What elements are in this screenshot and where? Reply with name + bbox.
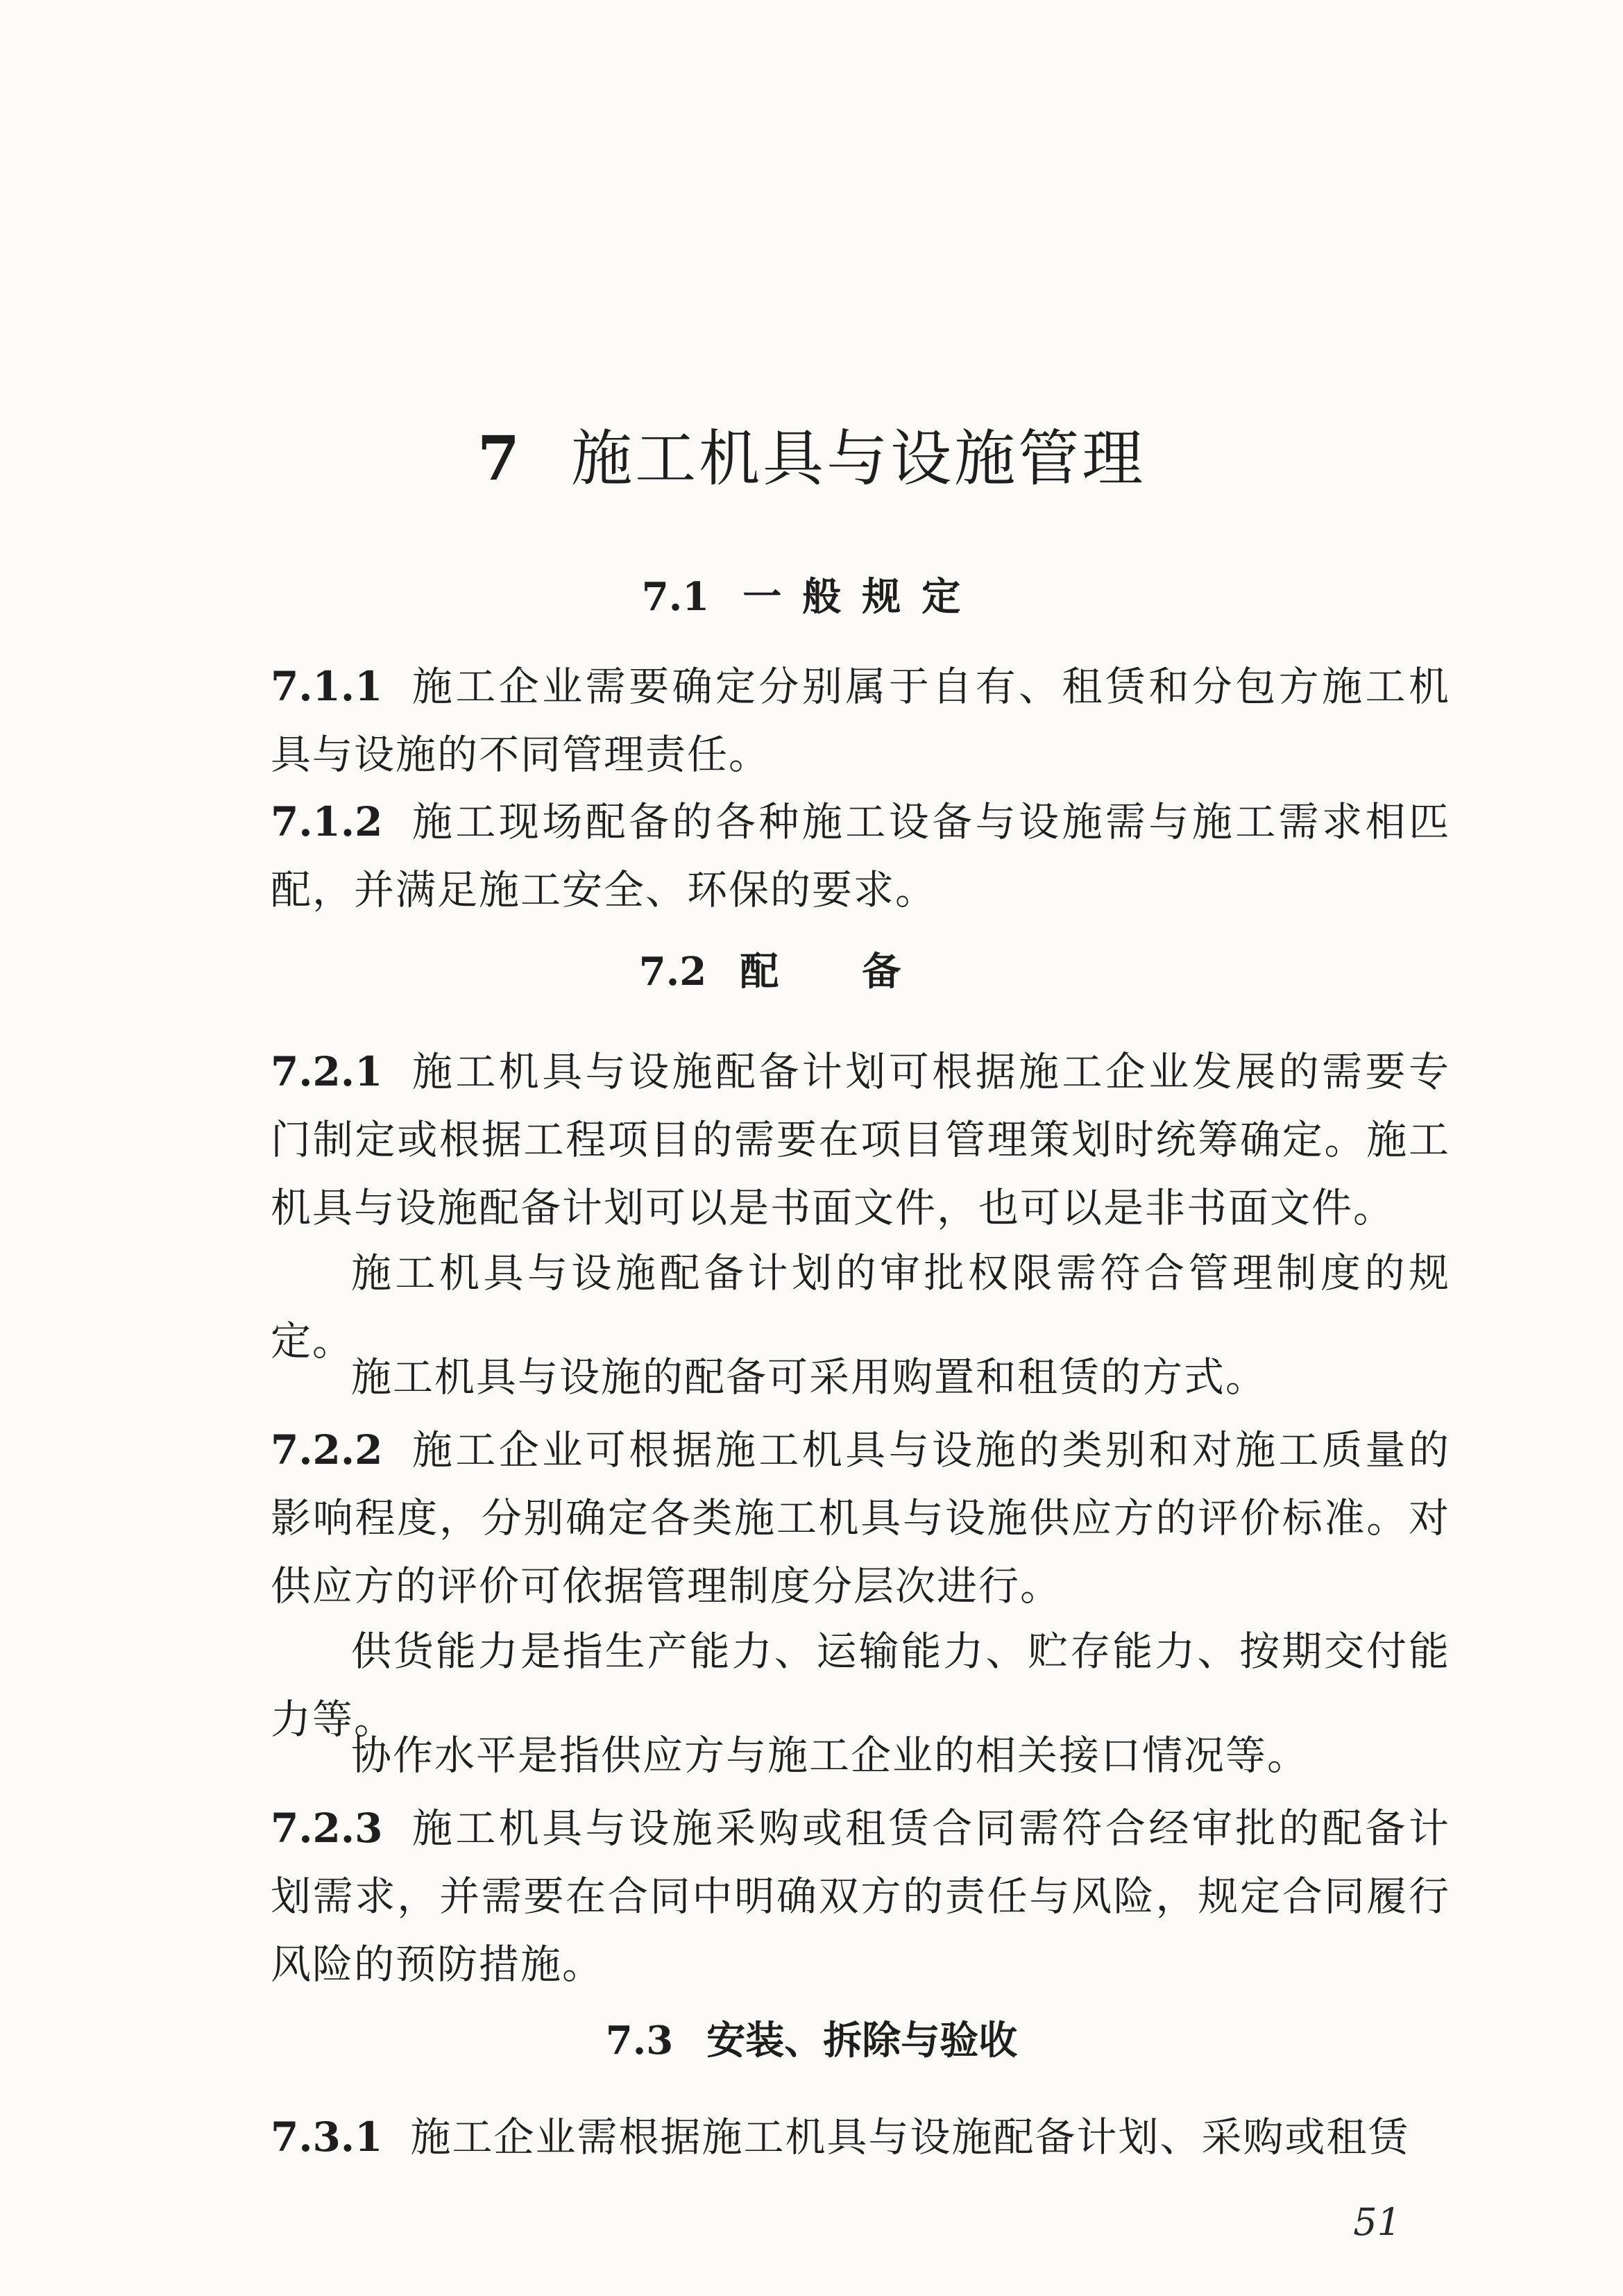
clause-text: 施工企业需根据施工机具与设施配备计划、采购或租赁 [410, 2113, 1410, 2161]
paragraph: 施工机具与设施的配备可采用购置和租赁的方式。 [351, 1353, 1268, 1401]
section-number: 7.3 [605, 2018, 674, 2063]
chapter-number: 7 [477, 422, 523, 494]
section-number: 7.2 [638, 949, 707, 995]
section-heading-7-2 [0, 944, 1623, 999]
section-title-text: 配备 [740, 949, 985, 995]
section-title-text: 一般规定 [742, 574, 982, 620]
clause-text: 施工机具与设施采购或租赁合同需符合经审批的配备计划需求，并需要在合同中明确双方的责任与风险，规定合同履行风险的预防措施。 [271, 1805, 1450, 1988]
clause-number: 7.1.1 [271, 663, 383, 710]
section-title-text: 安装、拆除与验收 [706, 2018, 1018, 2063]
clause-text: 施工企业需要确定分别属于自有、租赁和分包方施工机具与设施的不同管理责任。 [271, 663, 1450, 778]
clause-7-3-1 [271, 2103, 1450, 2171]
clause-number: 7.2.1 [271, 1048, 383, 1095]
clause-text: 施工现场配备的各种施工设备与设施需与施工需求相匹配，并满足施工安全、环保的要求。 [271, 798, 1450, 913]
chapter-title-text: 施工机具与设施管理 [571, 423, 1146, 494]
clause-7-1-2 [271, 788, 1450, 924]
clause-text: 施工机具与设施配备计划可根据施工企业发展的需要专门制定或根据工程项目的需要在项目管理策划时统筹确定。施工机具与设施配备计划可以是书面文件，也可以是非书面文件。 [271, 1048, 1450, 1231]
clause-7-2-3 [271, 1794, 1450, 1998]
clause-number: 7.3.1 [271, 2113, 383, 2161]
clause-7-2-2 [271, 1416, 1450, 1620]
paragraph: 施工机具与设施配备计划的审批权限需符合管理制度的规定。 [271, 1249, 1450, 1365]
section-number: 7.1 [641, 574, 710, 620]
clause-number: 7.1.2 [271, 798, 383, 845]
chapter-title [0, 416, 1623, 500]
clause-number: 7.2.3 [271, 1805, 383, 1852]
section-heading-7-3 [0, 2013, 1623, 2068]
clause-7-2-1 [271, 1038, 1450, 1242]
paragraph: 协作水平是指供应方与施工企业的相关接口情况等。 [351, 1732, 1309, 1779]
clause-text: 施工企业可根据施工机具与设施的类别和对施工质量的影响程度，分别确定各类施工机具与设施供应方的评价标准。对供应方的评价可依据管理制度分层次进行。 [271, 1426, 1450, 1610]
section-heading-7-1 [0, 569, 1623, 625]
clause-7-1-1 [271, 652, 1450, 788]
paragraph: 供货能力是指生产能力、运输能力、贮存能力、按期交付能力等。 [271, 1628, 1450, 1743]
clause-number: 7.2.2 [271, 1426, 383, 1474]
page-number: 51 [1353, 2200, 1401, 2244]
